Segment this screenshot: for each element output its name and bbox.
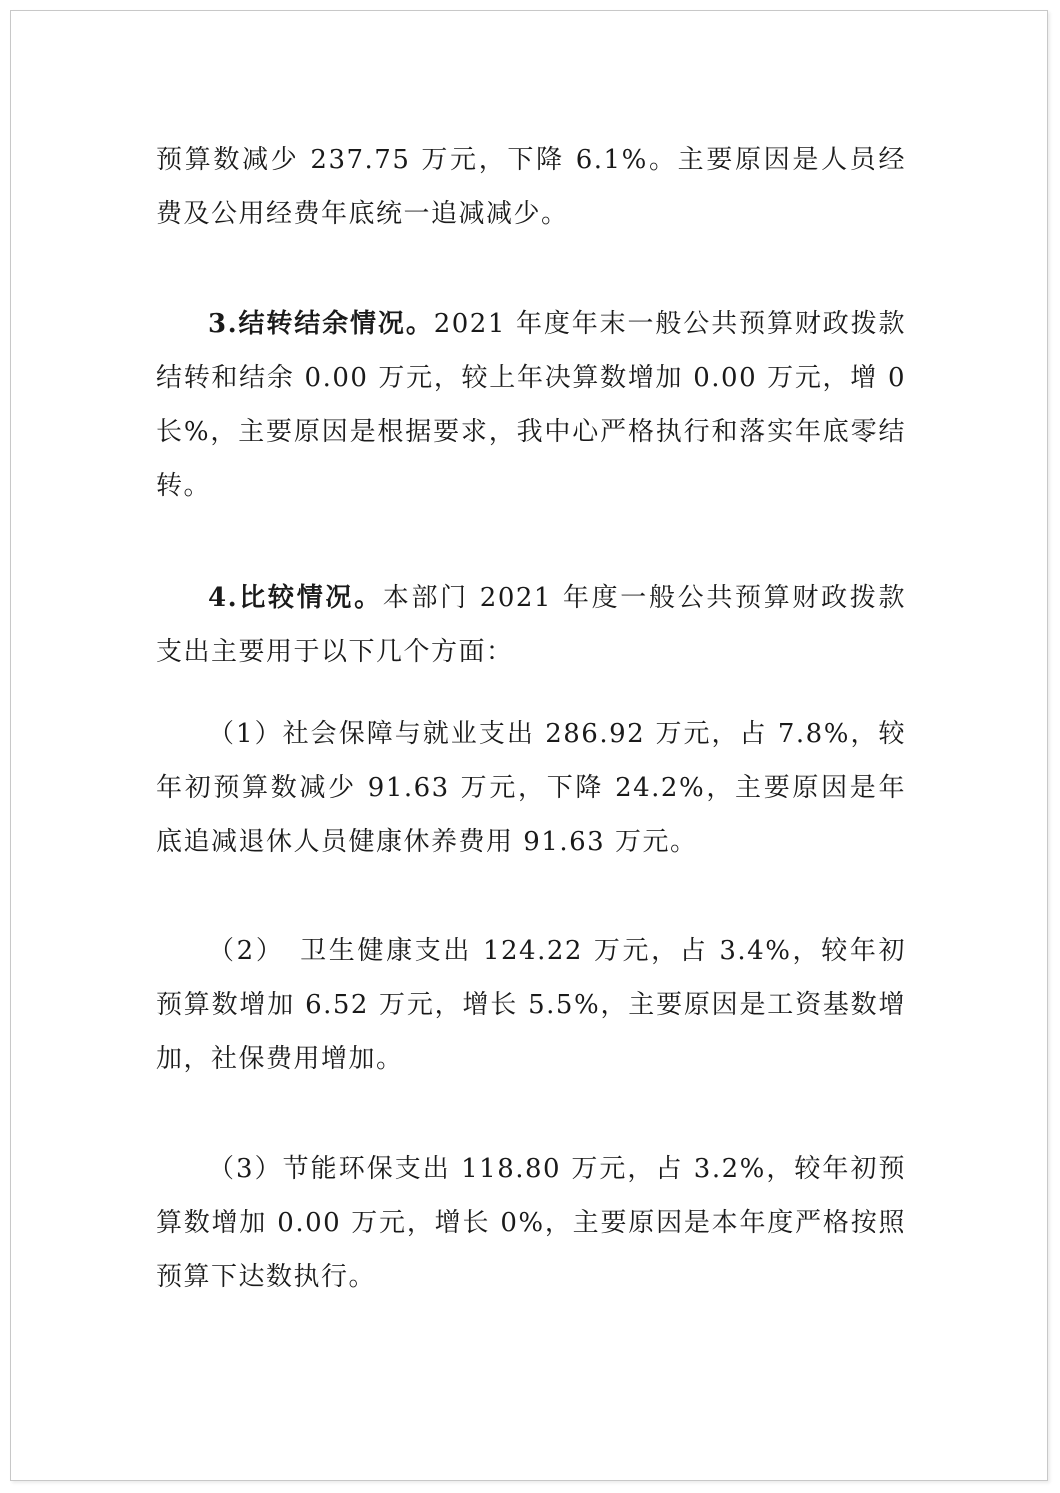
paragraph-text: （2） 卫生健康支出 124.22 万元，占 3.4%，较年初预算数增加 6.52 万元，增长 5.5%，主要原因是工资基数增加，社保费用增加。 <box>156 936 906 1074</box>
paragraph-text: 预算数减少 237.75 万元，下降 6.1%。主要原因是人员经费及公用经费年底统一追减减少。 <box>156 145 906 229</box>
paragraph-text: 本部门 2021 年度一般公共预算财政拨款支出主要用于以下几个方面： <box>156 583 906 667</box>
paragraph-text: （1）社会保障与就业支出 286.92 万元，占 7.8%，较年初预算数减少 91.63 万元，下降 24.2%，主要原因是年底追减退休人员健康休养费用 91.63 万元。 <box>156 719 906 857</box>
paragraph-item-environment <box>156 1142 906 1304</box>
paragraph-carryover <box>156 297 906 513</box>
paragraph-comparison <box>156 571 906 679</box>
paragraph-budget-decrease <box>156 133 906 241</box>
section-heading-carryover: 3.结转结余情况。 <box>208 309 434 339</box>
paragraph-item-health <box>156 924 906 1086</box>
section-heading-comparison: 4.比较情况。 <box>208 583 383 613</box>
paragraph-item-social-security <box>156 707 906 869</box>
paragraph-text: （3）节能环保支出 118.80 万元，占 3.2%，较年初预算数增加 0.00 万元，增长 0%，主要原因是本年度严格按照预算下达数执行。 <box>156 1154 906 1292</box>
paragraph-text: 2021 年度年末一般公共预算财政拨款结转和结余 0.00 万元，较上年决算数增加 0.00 万元，增 0 长%，主要原因是根据要求，我中心严格执行和落实年底零结转。 <box>156 309 906 501</box>
